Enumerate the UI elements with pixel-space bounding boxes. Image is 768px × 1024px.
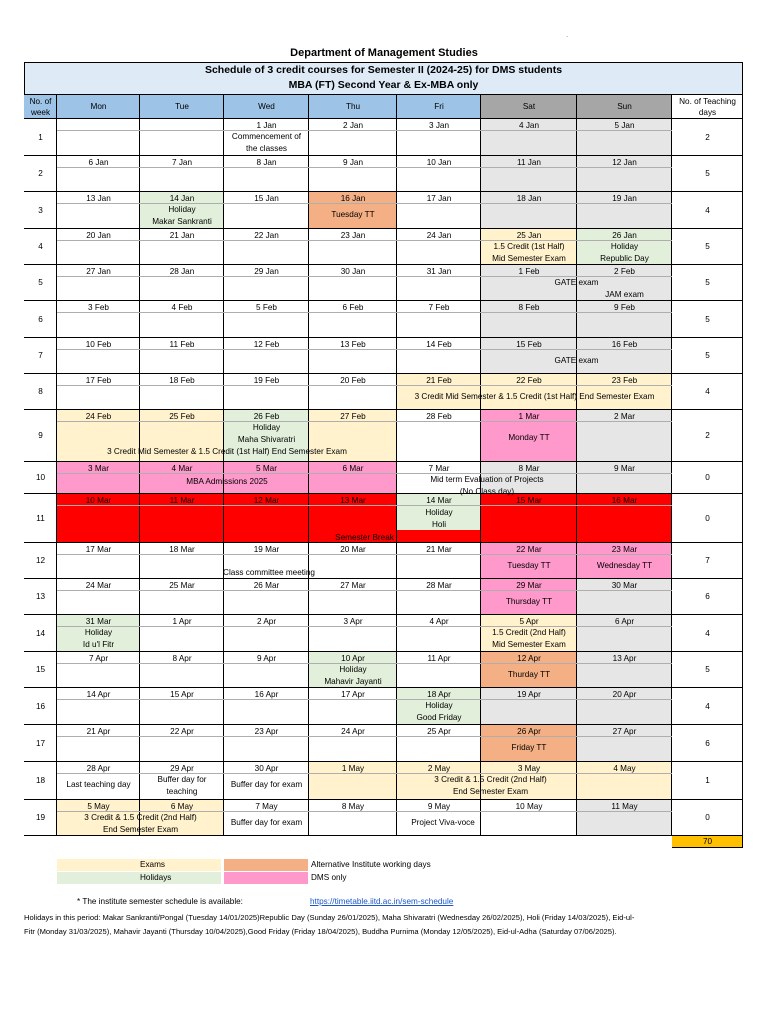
week-number: 9: [38, 431, 43, 440]
date-label: 15 Mar: [516, 496, 542, 505]
jam-exam-note: JAM exam: [605, 290, 644, 299]
holiday-id-ul-fitr-line2: Id u'l Fitr: [82, 640, 115, 649]
date-label: 7 May: [255, 802, 278, 811]
day-header-label-fri: Fri: [434, 102, 444, 111]
teaching-header-label-2: days: [698, 108, 717, 117]
teaching-days: 2: [705, 431, 710, 440]
holiday-makar-sankranti: Holiday: [168, 205, 196, 214]
teaching-days: 5: [705, 278, 710, 287]
date-label: 8 Jan: [256, 158, 277, 167]
gate-exam-note: GATE exam: [554, 356, 599, 365]
date-label: 30 Apr: [254, 764, 279, 773]
mid-sem-exam-note: 3 Credit Mid Semester & 1.5 Credit (1st Half) End Semester Exam: [414, 392, 655, 401]
date-label: 2 Jan: [342, 121, 364, 130]
date-label: 16 Feb: [611, 340, 638, 349]
date-label: 15 Jan: [254, 194, 279, 203]
date-label: 12 Apr: [517, 654, 541, 663]
date-label: 2 Apr: [256, 617, 277, 626]
date-label: 21 Mar: [426, 545, 452, 554]
date-label: 27 Mar: [340, 581, 366, 590]
date-label: 14 Apr: [86, 690, 111, 699]
week-number: 11: [36, 513, 45, 523]
tuesday-tt-note: Tuesday TT: [507, 561, 551, 570]
day-header-label-sat: Sat: [522, 102, 536, 111]
teaching-days: 5: [705, 169, 710, 178]
date-label: 24 Jan: [426, 231, 452, 240]
date-label: 29 Apr: [170, 764, 194, 773]
date-label: 1 Mar: [518, 412, 540, 421]
schedule-link[interactable]: https://timetable.iitd.ac.in/sem-schedule: [310, 897, 454, 906]
class-committee-note: Class committee meeting: [223, 568, 315, 577]
date-label: 11 Apr: [427, 654, 451, 663]
day-header-label-mon: Mon: [90, 102, 107, 111]
date-label: 22 Apr: [170, 727, 194, 736]
mid-sem-exam-first-half-line2: Mid Semester Exam: [492, 254, 566, 263]
date-label: 19 Feb: [253, 376, 280, 385]
date-label: 8 May: [341, 802, 365, 811]
date-label: 22 Feb: [516, 376, 542, 385]
holiday-good-friday: Holiday: [425, 701, 453, 710]
date-label: 4 Jan: [518, 121, 540, 130]
date-label: 11 Feb: [169, 340, 195, 349]
date-label: 2 Mar: [614, 412, 635, 421]
date-label: 20 Apr: [612, 690, 637, 699]
teaching-days: 5: [705, 351, 710, 360]
date-label: 13 Apr: [612, 654, 637, 663]
date-label: 7 Apr: [88, 654, 109, 663]
buffer-exam-note: Buffer day for exam: [230, 818, 303, 827]
date-label: 15 Feb: [516, 340, 542, 349]
day-header-label-tue: Tue: [175, 102, 189, 111]
day-header-label-thu: Thu: [345, 102, 361, 111]
week-number: 17: [35, 738, 46, 748]
mid-term-evaluation-note-line2: (No Class day): [459, 487, 515, 496]
date-label: 19 Jan: [612, 194, 637, 203]
date-label: 28 Feb: [426, 412, 452, 421]
mid-sem-exam-note: 3 Credit Mid Semester & 1.5 Credit (1st Half) End Semester Exam: [107, 447, 347, 456]
schedule-note: * The institute semester schedule is available:: [77, 897, 243, 906]
date-label: 16 Mar: [611, 496, 638, 505]
teaching-days: 6: [705, 592, 710, 601]
teaching-header-label: No. of Teaching: [679, 97, 736, 106]
end-sem-exam-note-line2: End Semester Exam: [452, 787, 529, 796]
date-label: 9 Mar: [614, 464, 635, 473]
date-label: 25 Jan: [516, 231, 542, 240]
date-label: 29 Mar: [516, 581, 542, 590]
date-label: 22 Jan: [254, 231, 279, 240]
week-number: 2: [38, 169, 43, 178]
date-label: 1 Apr: [172, 617, 192, 626]
date-label: 26 Mar: [253, 581, 280, 590]
end-sem-exam-note-line2: End Semester Exam: [102, 825, 179, 834]
mba-admissions-note: MBA Admissions 2025: [186, 477, 268, 486]
date-label: 13 Jan: [86, 194, 111, 203]
date-label: 4 Mar: [171, 464, 193, 473]
mid-sem-exam-second-half-line2: Mid Semester Exam: [492, 640, 566, 649]
date-label: 5 Mar: [256, 464, 277, 473]
holiday-maha-shivaratri-line2: Maha Shivaratri: [237, 435, 296, 444]
holiday-republic-day-line2: Republic Day: [600, 254, 649, 263]
buffer-teaching-note: Buffer day for: [157, 775, 207, 784]
date-label: 27 Jan: [86, 267, 111, 276]
holidays-line-1: Holidays in this period: Makar Sankranti/Pongal (Tuesday 14/01/2025)Republic Day (Sunday 26/01/2025), Maha Shivaratri (Wednesday 26/02/2025), Holi (Friday 14/03/2025), Eid-ul-: [24, 913, 635, 922]
week-number: 16: [35, 701, 46, 711]
week-header-label: No. of: [29, 97, 52, 106]
week-number: 7: [38, 351, 43, 360]
date-label: 22 Mar: [516, 545, 542, 554]
teaching-days: 2: [705, 132, 710, 142]
date-label: 21 Apr: [86, 727, 111, 736]
date-label: 26 Feb: [253, 412, 280, 421]
date-label: 19 Apr: [517, 690, 541, 699]
date-label: 8 Mar: [518, 464, 540, 473]
date-label: 6 Jan: [88, 158, 109, 167]
holiday-mahavir-jayanti-line2: Mahavir Jayanti: [324, 677, 382, 686]
legend-alternative-label: Alternative Institute working days: [311, 860, 431, 869]
date-strip: [57, 119, 140, 131]
legend-dms-only-label: DMS only: [311, 873, 347, 882]
week-header-label-2: week: [30, 108, 51, 117]
date-label: 14 Feb: [426, 340, 452, 349]
teaching-days: 0: [705, 513, 710, 523]
teaching-days: 6: [705, 738, 710, 748]
date-label: 7 Feb: [428, 303, 450, 312]
date-label: 27 Apr: [612, 727, 637, 736]
monday-tt-note: Monday TT: [508, 433, 550, 442]
date-label: 4 Apr: [429, 617, 449, 626]
week-number: 14: [35, 628, 46, 638]
day-header-label-sun: Sun: [617, 102, 632, 111]
date-label: 12 Jan: [612, 158, 637, 167]
week-number: 12: [35, 556, 46, 565]
date-label: 16 Jan: [340, 194, 366, 203]
buffer-teaching-note-line2: teaching: [166, 787, 198, 796]
date-label: 18 Jan: [516, 194, 542, 203]
date-label: 17 Feb: [85, 376, 112, 385]
date-label: 17 Apr: [341, 690, 365, 699]
wednesday-tt-note: Wednesday TT: [596, 561, 653, 570]
week-number: 6: [38, 314, 43, 324]
schedule-title: Schedule of 3 credit courses for Semester II (2024-25) for DMS students: [204, 64, 563, 76]
date-label: 23 Feb: [611, 376, 638, 385]
holiday-mahavir-jayanti: Holiday: [339, 665, 367, 674]
date-label: 31 Mar: [85, 617, 112, 626]
friday-tt-note: Friday TT: [511, 743, 547, 752]
date-label: 26 Jan: [612, 231, 637, 240]
date-label: 9 Feb: [614, 303, 635, 312]
date-label: 25 Feb: [169, 412, 195, 421]
date-label: 9 May: [427, 802, 451, 811]
date-label: 11 Mar: [169, 496, 195, 505]
legend-exams-label: Exams: [140, 860, 166, 869]
date-label: 11 May: [611, 802, 638, 811]
date-strip: [140, 119, 224, 131]
date-label: 24 Apr: [341, 727, 365, 736]
holiday-republic-day: Holiday: [610, 242, 639, 251]
date-label: 10 Mar: [85, 496, 112, 505]
date-label: 21 Jan: [169, 231, 195, 240]
date-label: 29 Jan: [254, 267, 279, 276]
date-label: 5 Jan: [614, 121, 635, 130]
date-label: 24 Mar: [85, 581, 112, 590]
date-label: 1 Feb: [518, 267, 540, 276]
date-label: 18 Mar: [169, 545, 195, 554]
date-label: 2 Feb: [614, 267, 635, 276]
teaching-days: 1: [705, 776, 710, 785]
date-label: 10 May: [515, 802, 543, 811]
holiday-holi: Holiday: [425, 508, 453, 517]
teaching-days: 5: [705, 665, 710, 674]
program-title: MBA (FT) Second Year & Ex-MBA only: [288, 79, 479, 91]
holiday-id-ul-fitr: Holiday: [84, 628, 113, 637]
thursday-tt-note: Thursday TT: [505, 597, 553, 606]
holidays-line-2: Fitr (Monday 31/03/2025), Mahavir Jayanti (Thursday 10/04/2025),Good Friday (Friday 18/04/2025), Buddha Purnima (Monday 12/05/2025), Eid-ul-Adha (Saturday 07/06/2025).: [24, 927, 617, 936]
date-label: 6 Mar: [342, 464, 364, 473]
date-label: 25 Apr: [427, 727, 451, 736]
date-label: 11 Jan: [517, 158, 541, 167]
date-label: 3 May: [517, 764, 541, 773]
mid-sem-exam-second-half: 1.5 Credit (2nd Half): [492, 628, 566, 637]
date-label: 28 Mar: [426, 581, 452, 590]
date-label: 23 Mar: [611, 545, 638, 554]
week-number: 4: [38, 242, 43, 251]
week-number: 15: [35, 665, 46, 674]
date-label: 23 Jan: [340, 231, 366, 240]
date-label: 8 Feb: [518, 303, 540, 312]
date-label: 4 May: [613, 764, 636, 773]
commencement-note-line2: the classes: [246, 144, 287, 153]
date-label: 14 Mar: [426, 496, 452, 505]
date-label: 20 Feb: [340, 376, 366, 385]
date-label: 5 Feb: [256, 303, 277, 312]
commencement-note: Commencement of: [231, 132, 302, 141]
semester-break-note: Semester Break: [335, 533, 394, 542]
date-label: 13 Mar: [340, 496, 366, 505]
date-label: 5 Apr: [519, 617, 539, 626]
thursday-tt-note: Thurday TT: [507, 670, 551, 679]
legend-swatch-alternative: [224, 859, 308, 871]
buffer-exam-note: Buffer day for exam: [230, 780, 303, 789]
week-number: 13: [35, 592, 46, 601]
date-label: 30 Jan: [340, 267, 366, 276]
date-label: 5 May: [87, 802, 110, 811]
date-label: 13 Feb: [340, 340, 366, 349]
date-label: 23 Apr: [254, 727, 279, 736]
holiday-holi-line2: Holi: [431, 520, 447, 529]
week-number: 18: [35, 776, 46, 785]
week-number: 8: [38, 387, 43, 396]
teaching-days: 7: [705, 556, 710, 565]
date-label: 6 Apr: [614, 617, 635, 626]
teaching-days: 5: [705, 314, 710, 324]
date-label: 24 Feb: [85, 412, 112, 421]
date-label: 30 Mar: [611, 581, 638, 590]
corner-mark: .: [566, 30, 569, 39]
date-label: 17 Mar: [85, 545, 112, 554]
date-label: 19 Mar: [253, 545, 280, 554]
day-header-label-wed: Wed: [258, 102, 275, 111]
date-label: 26 Apr: [517, 727, 541, 736]
date-label: 25 Mar: [169, 581, 195, 590]
date-label: 21 Feb: [426, 376, 452, 385]
week-number: 19: [35, 813, 46, 822]
date-label: 31 Jan: [426, 267, 452, 276]
last-teaching-day-note: Last teaching day: [66, 780, 131, 789]
legend-swatch-exams: [57, 859, 221, 871]
date-label: 6 May: [170, 802, 194, 811]
date-label: 7 Mar: [428, 464, 450, 473]
date-label: 28 Apr: [86, 764, 111, 773]
date-label: 9 Apr: [256, 654, 277, 663]
holiday-maha-shivaratri: Holiday: [252, 423, 281, 432]
teaching-days: 4: [705, 205, 710, 215]
gate-exam-note: GATE exam: [554, 278, 599, 287]
teaching-days: 4: [705, 387, 710, 396]
date-label: 12 Mar: [253, 496, 280, 505]
teaching-days: 4: [705, 701, 710, 711]
holiday-good-friday-line2: Good Friday: [416, 713, 462, 722]
date-label: 10 Feb: [85, 340, 112, 349]
week-number: 5: [38, 278, 43, 287]
week-number: 1: [38, 132, 43, 142]
date-label: 1 Jan: [256, 121, 277, 130]
date-label: 3 Apr: [343, 617, 363, 626]
date-label: 17 Jan: [426, 194, 452, 203]
date-label: 14 Jan: [169, 194, 195, 203]
week-number: 10: [35, 473, 46, 482]
project-viva-note: Project Viva-voce: [411, 818, 475, 827]
mid-term-evaluation-note: Mid term Evaluation of Projects: [430, 475, 544, 484]
date-label: 6 Feb: [342, 303, 364, 312]
date-label: 7 Jan: [171, 158, 193, 167]
legend-swatch-holidays: [57, 872, 221, 884]
date-label: 12 Feb: [253, 340, 280, 349]
holiday-makar-sankranti-line2: Makar Sankranti: [152, 217, 212, 226]
date-label: 3 Mar: [88, 464, 109, 473]
date-label: 2 May: [427, 764, 451, 773]
tuesday-tt-note: Tuesday TT: [331, 210, 375, 219]
mid-sem-exam-first-half: 1.5 Credit (1st Half): [493, 242, 565, 251]
date-label: 16 Apr: [254, 690, 279, 699]
teaching-days: 4: [705, 628, 710, 638]
teaching-days: 5: [705, 242, 710, 251]
week-number: 3: [38, 205, 43, 215]
date-label: 18 Apr: [427, 690, 451, 699]
date-label: 4 Feb: [171, 303, 193, 312]
teaching-days: 0: [705, 473, 710, 482]
date-label: 10 Jan: [426, 158, 452, 167]
date-label: 8 Apr: [172, 654, 192, 663]
date-label: 27 Feb: [340, 412, 366, 421]
date-label: 3 Feb: [88, 303, 109, 312]
end-sem-exam-note: 3 Credit & 1.5 Credit (2nd Half): [84, 813, 197, 822]
teaching-days: 0: [705, 813, 710, 822]
date-label: 10 Apr: [341, 654, 365, 663]
date-label: 20 Mar: [340, 545, 366, 554]
end-sem-exam-note: 3 Credit & 1.5 Credit (2nd Half): [434, 775, 547, 784]
date-label: 3 Jan: [428, 121, 450, 130]
legend-holidays-label: Holidays: [140, 873, 172, 882]
date-label: 20 Jan: [86, 231, 111, 240]
date-label: 9 Jan: [342, 158, 364, 167]
date-label: 28 Jan: [169, 267, 195, 276]
date-label: 1 May: [341, 764, 365, 773]
total-teaching-days: 70: [702, 837, 713, 846]
legend-swatch-dms-only: [224, 872, 308, 884]
date-label: 15 Apr: [170, 690, 194, 699]
date-label: 18 Feb: [169, 376, 195, 385]
department-title: Department of Management Studies: [290, 47, 478, 59]
